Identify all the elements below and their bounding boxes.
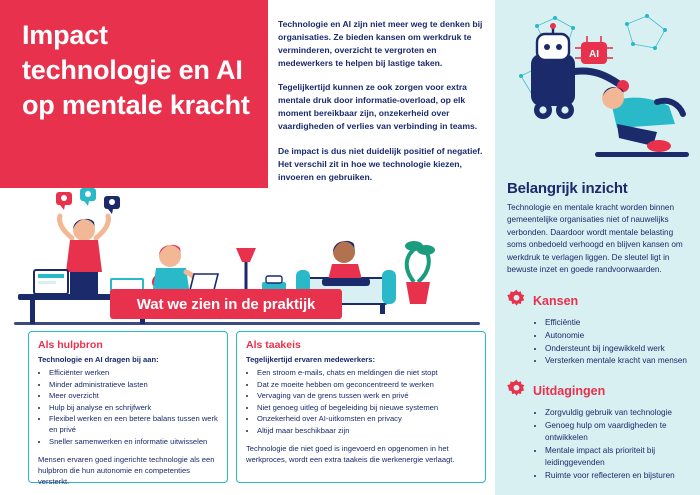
list-item: • Efficiëntie: [545, 317, 689, 329]
insight-panel: [495, 0, 700, 495]
intro-paragraph: De impact is dus niet duidelijk positief of negatief. Het verschil zit in hoe we technologie kiezen, invoeren en gebruiken.: [278, 145, 483, 182]
list-item: • Vervaging van de grens tussen werk en privé: [257, 390, 476, 401]
illustration-robot-and-person: [507, 6, 689, 174]
list-item: • Zorgvuldig gebruik van technologie: [545, 407, 689, 419]
list-item: • Efficiënter werken: [49, 367, 218, 378]
list-item: • Versterken mentale kracht van mensen: [545, 355, 689, 367]
card-demand-title: Als taakeis: [246, 339, 301, 351]
opportunities-heading: [507, 289, 689, 313]
robot-person-svg: [507, 6, 689, 174]
list-item: • Mentale impact als prioriteit bij leidinggevenden: [545, 445, 689, 469]
challenges-title: Uitdagingen: [533, 384, 606, 399]
card-demand-subtitle: Tegelijkertijd ervaren medewerkers:: [246, 355, 376, 364]
list-item: • Genoeg hulp om vaardigheden te ontwikkelen: [545, 420, 689, 444]
insight-title: Belangrijk inzicht: [507, 180, 628, 197]
list-item: • Sneller samenwerken en informatie uitwisselen: [49, 436, 218, 447]
list-item: • Flexibel werken en een betere balans tussen werk en privé: [49, 413, 218, 435]
list-item: • Dat ze moeite hebben om geconcentreerd te werken: [257, 379, 476, 390]
list-item: • Autonomie: [545, 330, 689, 342]
opportunities-title: Kansen: [533, 293, 579, 308]
intro-text: [278, 18, 490, 195]
list-item: • Ruimte voor reflecteren en bijsturen: [545, 470, 689, 482]
list-item: • Niet genoeg uitleg of begeleiding bij nieuwe systemen: [257, 402, 476, 413]
page-title: Impact technologie en AI op mentale kracht: [22, 20, 250, 121]
card-support: [28, 331, 228, 486]
list-item: • Meer overzicht: [49, 390, 218, 401]
challenges-list: [533, 407, 689, 481]
card-support-subtitle: Technologie en AI dragen bij aan:: [38, 355, 159, 364]
card-support-title: Als hulpbron: [38, 339, 103, 351]
intro-paragraph: Tegelijkertijd kunnen ze ook zorgen voor extra mentale druk door informatie-overload, op elk moment bereikbaar zijn, onzekerheid over vaardigheden of verlies van verbinding in teams.: [278, 82, 478, 132]
list-item: • Altijd maar beschikbaar zijn: [257, 425, 476, 436]
card-support-list: [38, 367, 218, 447]
list-item: • Een stroom e-mails, chats en meldingen die niet stopt: [257, 367, 476, 378]
list-item: • Hulp bij analyse en schrijfwerk: [49, 402, 218, 413]
card-demand-list: [246, 367, 476, 436]
gear-icon: [507, 289, 526, 313]
card-demand-footer: Technologie die niet goed is ingevoerd en opgenomen in het werkproces, wordt een extra taakeis die werkenergie verlaagt.: [246, 443, 455, 464]
practice-ribbon: Wat we zien in de praktijk: [110, 289, 342, 319]
list-item: • Ondersteunt bij ingewikkeld werk: [545, 343, 689, 355]
insight-body: Technologie en mentale kracht worden binnen gemeentelijke organisaties niet of nauwelijks verbonden. Daardoor wordt mentale belasting soms onbedoeld verhoogd en blijven kansen om werkdruk te verlagen liggen. De sleutel ligt in bewuste inzet en goede randvoorwaarden.: [507, 203, 683, 275]
challenges-heading: [507, 379, 689, 403]
intro-paragraph: Technologie en AI zijn niet meer weg te denken bij organisaties. Ze bieden kansen om werkdruk te verminderen, overzicht te vergroten en medewerkers te helpen bij lastige taken.: [278, 19, 483, 69]
reaction-bubbles: [56, 188, 120, 214]
list-item: • Onzekerheid over AI-uitkomsten en privacy: [257, 413, 476, 424]
title-panel: [0, 0, 268, 188]
gear-icon: [507, 379, 526, 403]
ai-chip-label: AI: [589, 49, 599, 60]
opportunities-list: [533, 317, 689, 368]
list-item: • Minder administratieve lasten: [49, 379, 218, 390]
card-support-footer: Mensen ervaren goed ingerichte technologie als een hulpbron die hun autonomie en competenties versterkt.: [38, 454, 215, 486]
card-demand: [236, 331, 486, 483]
